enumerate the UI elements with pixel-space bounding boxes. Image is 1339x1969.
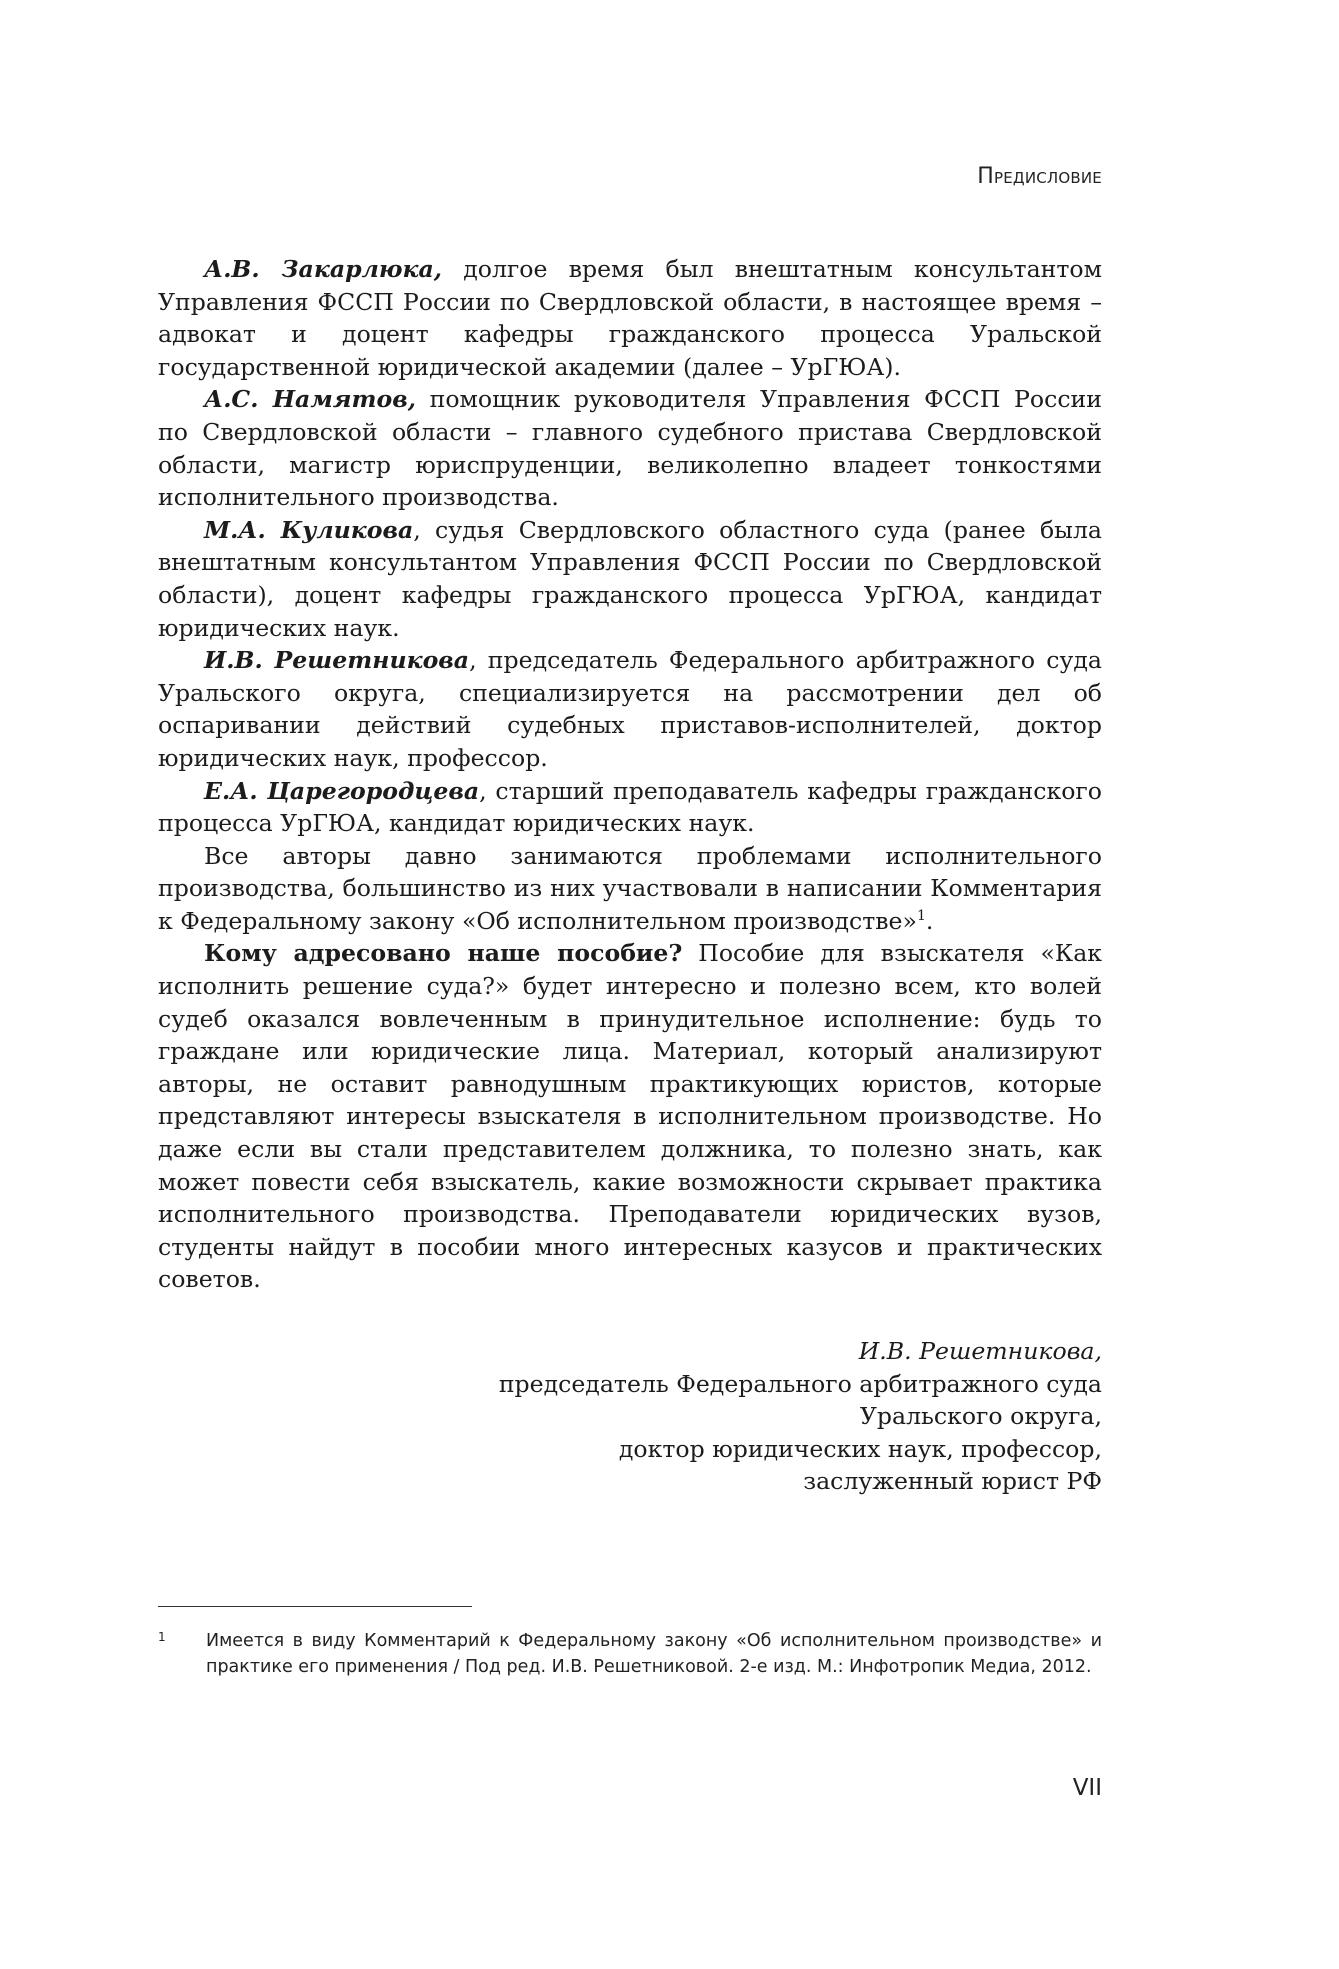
signature-line: председатель Федерального арбитражного суда (498, 1369, 1102, 1398)
author-paragraph (158, 775, 1102, 840)
running-header: Предисловие (977, 164, 1102, 189)
author-paragraph (158, 644, 1102, 774)
author-description: помощник руководителя Управления ФССП России по Свердловской области – главного судебного пристава Свердловской области, магистр юриспруденции, великолепно владеет тонкостями исполнительного производства. (158, 385, 1102, 512)
author-paragraph (158, 253, 1102, 383)
author-name: И.В. Решетникова (204, 646, 470, 675)
signature-block (302, 1335, 1102, 1498)
author-description: долгое время был внештатным консультантом Управления ФССП России по Свердловской области, в настоящее время – адвокат и доцент кафедры гражданского процесса Уральской государственной юридической академии (далее – УрГЮА). (158, 255, 1102, 381)
author-name: А.В. Закарлюка, (204, 255, 442, 283)
author-name: А.С. Намятов, (204, 385, 416, 414)
author-paragraph (158, 514, 1102, 644)
body-text (158, 253, 1102, 1296)
footnote-reference: 1 (916, 908, 926, 925)
author-description: , судья Свердловского областного суда (ранее была внештатным консультантом Управления ФССП России по Свердловской области), доцент кафедры гражданского процесса УрГЮА, кандидат юридических наук. (158, 515, 1102, 642)
audience-lead: Кому адресовано наше пособие? (204, 939, 683, 968)
author-description: , председатель Федерального арбитражного суда Уральского округа, специализируется на рассмотрении дел об оспаривании действий судебных приставов-исполнителей, доктор юридических наук, профессор. (158, 646, 1102, 772)
signature-line: доктор юридических наук, профессор, (618, 1434, 1102, 1463)
author-name: Е.А. Царегородцева (204, 776, 480, 805)
summary-end: . (925, 906, 934, 935)
signature-name: И.В. Решетникова, (858, 1337, 1102, 1365)
footnote-text: Имеется в виду Комментарий к Федеральному закону «Об исполнительном производстве» и практике его применения / Под ред. И.В. Решетниковой. 2-е изд. М.: Инфотропик Медиа, 2012. (206, 1631, 1102, 1677)
author-name: М.А. Куликова (204, 515, 414, 544)
author-description: , старший преподаватель кафедры гражданского процесса УрГЮА, кандидат юридических наук. (158, 776, 1102, 838)
footnote-mark: 1 (158, 1630, 166, 1644)
footnote (158, 1628, 1102, 1680)
signature-line: заслуженный юрист РФ (803, 1467, 1102, 1496)
summary-paragraph (158, 840, 1102, 938)
signature-line: Уральского округа, (859, 1402, 1102, 1431)
audience-text: Пособие для взыскателя «Как исполнить решение суда?» будет интересно и полезно всем, кто волей судеб оказался вовлеченным в принудительное исполнение: будь то граждане или юридические лица. Материал, который анализируют авторы, не оставит равнодушным практикующих юристов, которые представляют интересы взыскателя в исполнительном производстве. Но даже если вы стали представителем должника, то полезно знать, как может повести себя взыскатель, какие возможности скрывает практика исполнительного производства. Преподаватели юридических вузов, студенты найдут в пособии много интересных казусов и практических советов. (158, 939, 1103, 1294)
summary-text: Все авторы давно занимаются проблемами исполнительного производства, большинство из них участвовали в написании Комментария к Федеральному закону «Об исполнительном производстве» (158, 841, 1102, 935)
audience-paragraph (158, 937, 1102, 1296)
footnote-divider (158, 1606, 472, 1607)
author-paragraph (158, 383, 1102, 513)
page-number: VII (1072, 1775, 1102, 1801)
